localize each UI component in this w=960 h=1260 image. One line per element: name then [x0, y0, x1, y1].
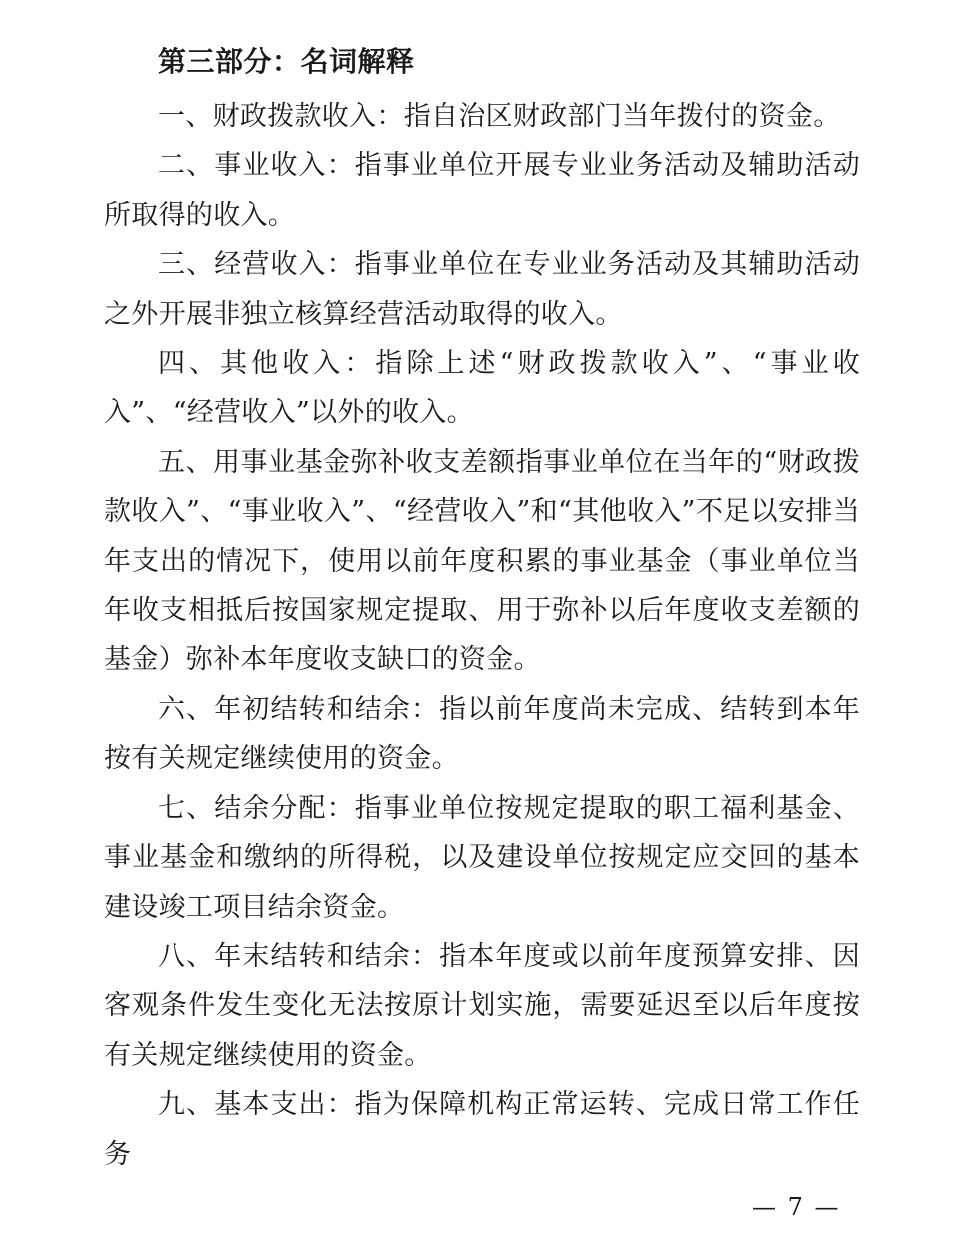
definition-paragraph-3: 三、经营收入：指事业单位在专业业务活动及其辅助活动之外开展非独立核算经营活动取得的收入。: [104, 249, 860, 330]
section-heading: 第三部分：名词解释: [158, 45, 415, 78]
definition-paragraph-6: 六、年初结转和结余：指以前年度尚未完成、结转到本年按有关规定继续使用的资金。: [104, 693, 860, 775]
definition-paragraph-9: 九、基本支出：指为保障机构正常运转、完成日常工作任务: [104, 1089, 860, 1170]
definition-paragraph-2: 二、事业收入：指事业单位开展专业业务活动及辅助活动所取得的收入。: [104, 150, 860, 231]
definition-paragraph-4: 四、其他收入：指除上述“财政拨款收入”、“事业收入”、“经营收入”以外的收入。: [104, 348, 860, 429]
definition-paragraph-8: 八、年末结转和结余：指本年度或以前年度预算安排、因客观条件发生变化无法按原计划实施，需要延迟至以后年度按有关规定继续使用的资金。: [104, 940, 860, 1071]
definitions-body: [104, 92, 860, 1179]
definition-paragraph-5: 五、用事业基金弥补收支差额指事业单位在当年的“财政拨款收入”、“事业收入”、“经营收入”和“其他收入”不足以安排当年支出的情况下，使用以前年度积累的事业基金（事业单位当年收支相抵后按国家规定提取、用于弥补以后年度收支差额的基金）弥补本年度收支缺口的资金。: [104, 446, 860, 676]
definition-paragraph-7: 七、结余分配：指事业单位按规定提取的职工福利基金、事业基金和缴纳的所得税，以及建设单位按规定应交回的基本建设竣工项目结余资金。: [104, 792, 860, 923]
definition-paragraph-1: 一、财政拨款收入：指自治区财政部门当年拨付的资金。: [158, 101, 841, 132]
page-number: — 7 —: [752, 1193, 841, 1221]
